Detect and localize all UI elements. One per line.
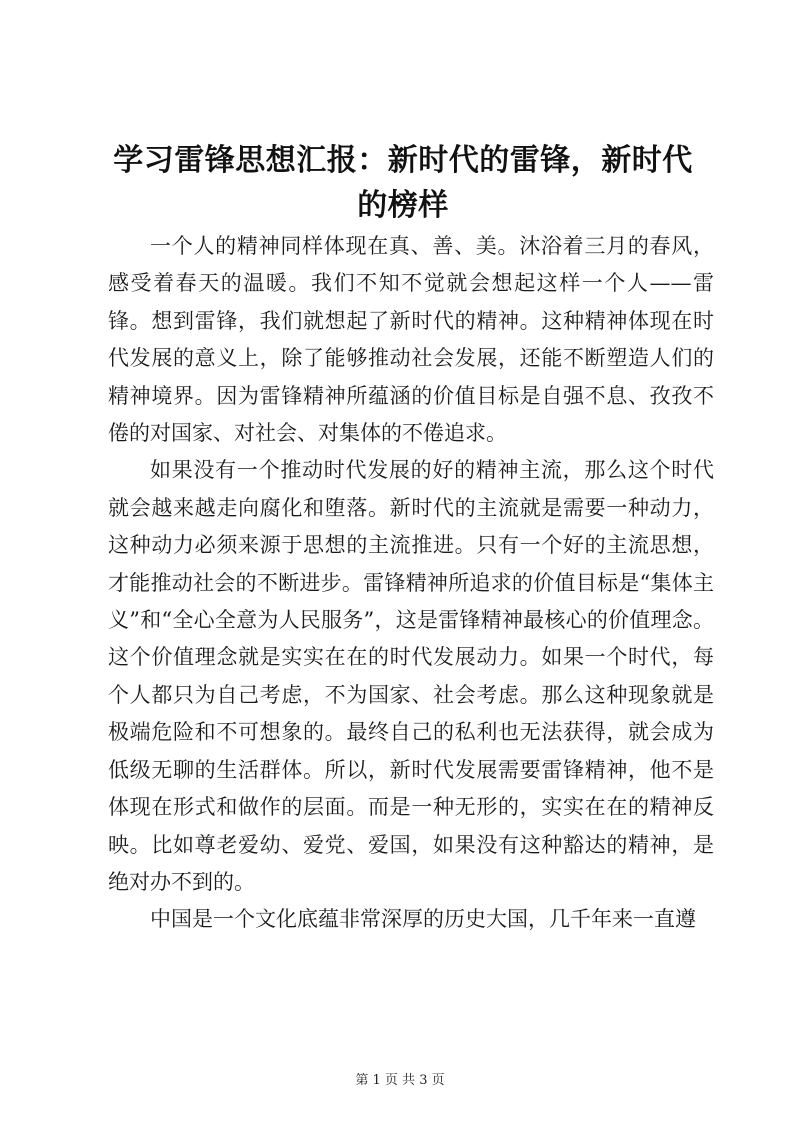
page-footer: 第 1 页 共 3 页 xyxy=(355,1073,445,1088)
document-title: 学习雷锋思想汇报：新时代的雷锋，新时代的榜样 xyxy=(113,143,693,223)
paragraph: 中国是一个文化底蕴非常深厚的历史大国，几千年来一直遵 xyxy=(150,907,696,932)
paragraph: 一个人的精神同样体现在真、善、美。沐浴着三月的春风，感受着春天的温暖。我们不知不觉就会想起这样一个人——雷锋。想到雷锋，我们就想起了新时代的精神。这种精神体现在时代发展的意义上，除了能够推动社会发展，还能不断塑造人们的精神境界。因为雷锋精神所蕴涵的价值目标是自强不息、孜孜不倦的对国家、对社会、对集体的不倦追求。 xyxy=(108,234,714,446)
paragraph: 如果没有一个推动时代发展的好的精神主流，那么这个时代就会越来越走向腐化和堕落。新时代的主流就是需要一种动力，这种动力必须来源于思想的主流推进。只有一个好的主流思想，才能推动社会的不断进步。雷锋精神所追求的价值目标是“集体主义”和“全心全意为人民服务”，这是雷锋精神最核心的价值理念。这个价值理念就是实实在在的时代发展动力。如果一个时代，每个人都只为自己考虑，不为国家、社会考虑。那么这种现象就是极端危险和不可想象的。最终自己的私利也无法获得，就会成为低级无聊的生活群体。所以，新时代发展需要雷锋精神，他不是体现在形式和做作的层面。而是一种无形的，实实在在的精神反映。比如尊老爱幼、爱党、爱国，如果没有这种豁达的精神，是绝对办不到的。 xyxy=(108,458,714,894)
document-body xyxy=(108,228,714,939)
